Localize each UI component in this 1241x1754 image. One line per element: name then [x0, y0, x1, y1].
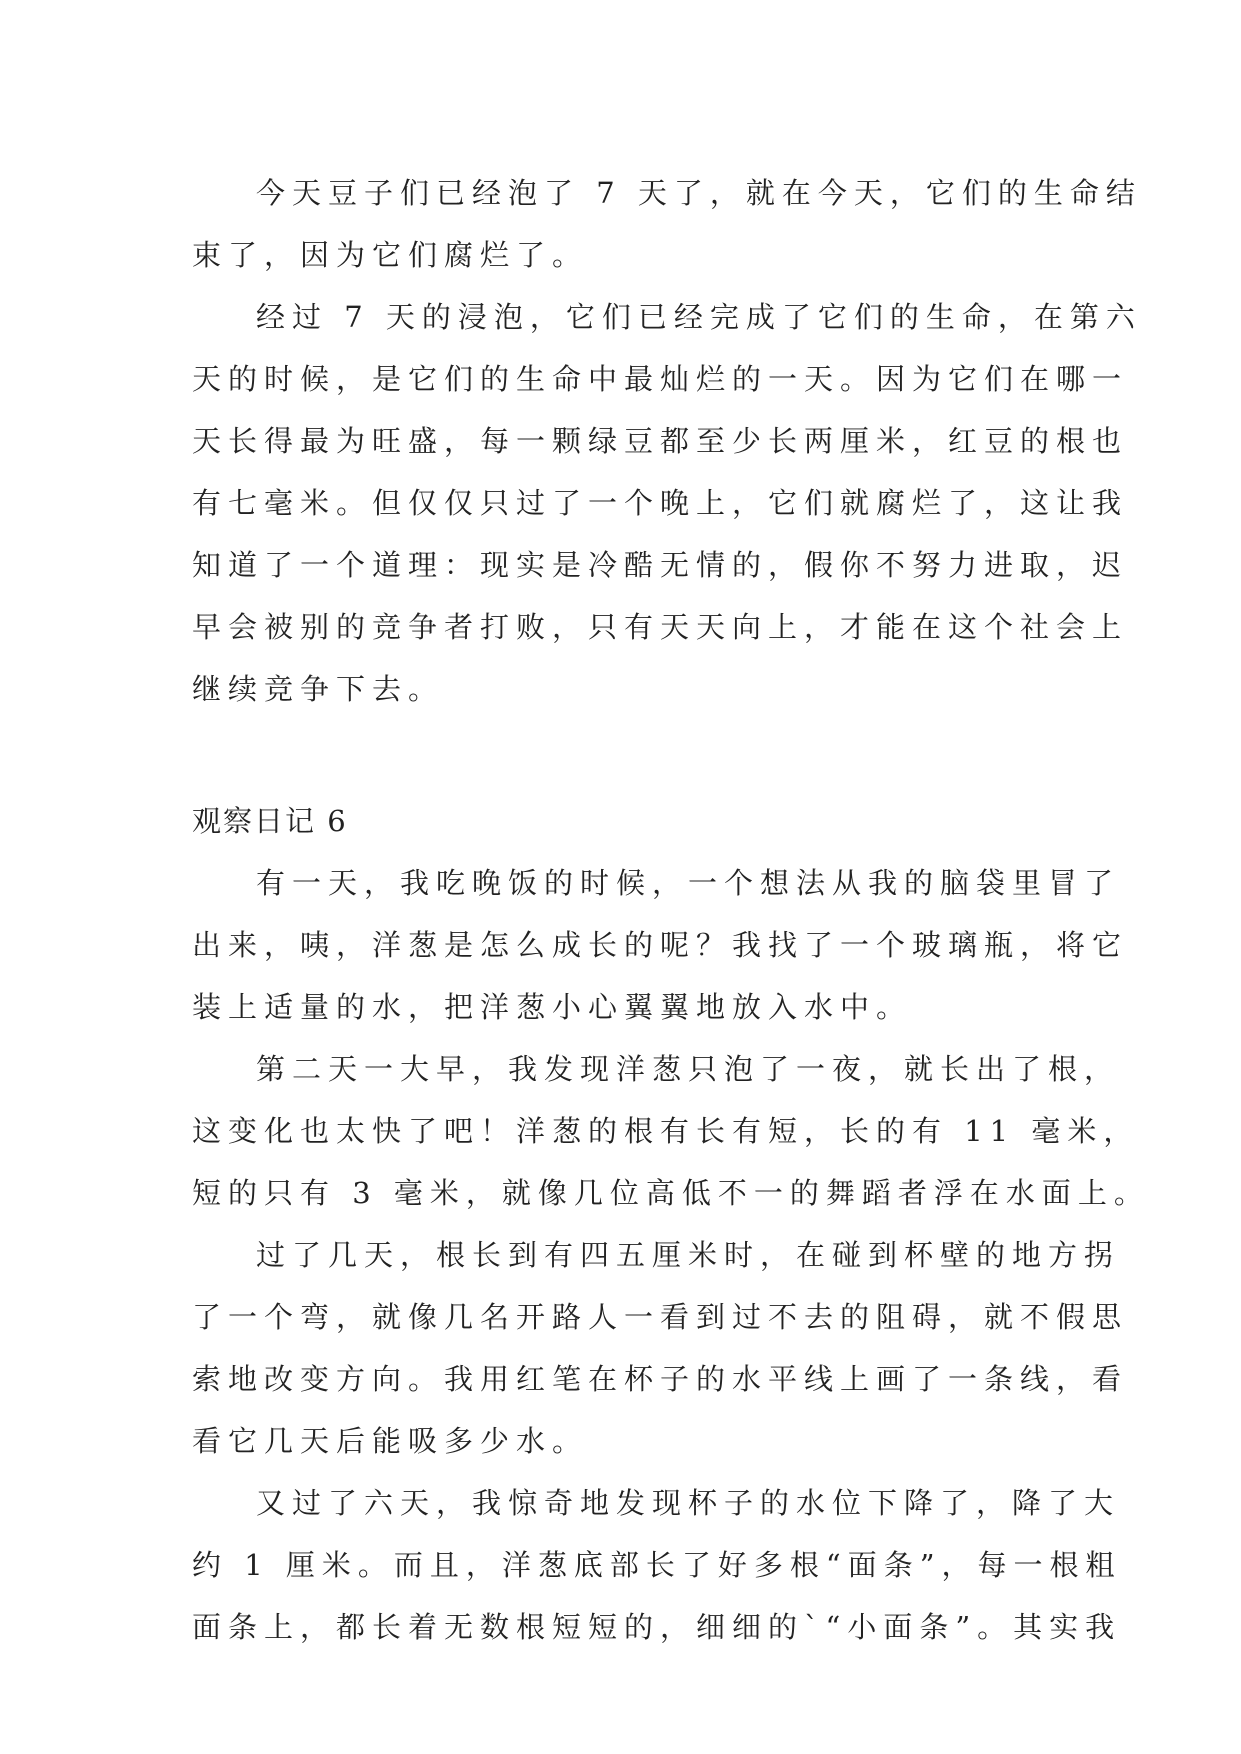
text-line: 出来，咦，洋葱是怎么成长的呢？我找了一个玻璃瓶，将它 [192, 928, 1129, 962]
document-body [192, 162, 1150, 1658]
text-line: 约 1 厘米。而且，洋葱底部长了好多根“面条”，每一根粗 [192, 1548, 1122, 1582]
text-line: 这变化也太快了吧！洋葱的根有长有短，长的有 11 毫米， [192, 1114, 1140, 1148]
text-line: 了一个弯，就像几名开路人一看到过不去的阻碍，就不假思 [192, 1300, 1129, 1334]
text-line: 继续竞争下去。 [192, 672, 445, 706]
text-line: 面条上，都长着无数根短短的，细细的`“小面条”。其实我 [192, 1610, 1122, 1644]
section-gap [192, 720, 1072, 790]
text-line: 又过了六天，我惊奇地发现杯子的水位下降了，降了大 [256, 1486, 1121, 1520]
text-line: 短的只有 3 毫米，就像几位高低不一的舞蹈者浮在水面上。 [192, 1176, 1150, 1210]
text-line: 过了几天，根长到有四五厘米时，在碰到杯壁的地方拐 [256, 1238, 1121, 1272]
text-line: 今天豆子们已经泡了 7 天了，就在今天，它们的生命结 [256, 176, 1142, 210]
text-line: 有七毫米。但仅仅只过了一个晚上，它们就腐烂了，这让我 [192, 486, 1129, 520]
paragraph-5 [192, 1224, 1129, 1472]
text-line: 装上适量的水，把洋葱小心翼翼地放入水中。 [192, 990, 913, 1024]
text-line: 有一天，我吃晚饭的时候，一个想法从我的脑袋里冒了 [256, 866, 1121, 900]
text-line: 天长得最为旺盛，每一颗绿豆都至少长两厘米，红豆的根也 [192, 424, 1129, 458]
text-line: 束了，因为它们腐烂了。 [192, 238, 589, 272]
paragraph-2 [192, 286, 1142, 720]
text-line: 早会被别的竞争者打败，只有天天向上，才能在这个社会上 [192, 610, 1129, 644]
paragraph-1 [192, 162, 1142, 286]
paragraph-3 [192, 852, 1129, 1038]
section-heading: 观察日记 6 [192, 804, 348, 838]
paragraph-6 [192, 1472, 1122, 1658]
text-line: 第二天一大早，我发现洋葱只泡了一夜，就长出了根， [256, 1052, 1121, 1086]
text-line: 知道了一个道理：现实是冷酷无情的，假你不努力进取，迟 [192, 548, 1129, 582]
text-line: 看它几天后能吸多少水。 [192, 1424, 589, 1458]
paragraph-4 [192, 1038, 1150, 1224]
text-line: 索地改变方向。我用红笔在杯子的水平线上画了一条线，看 [192, 1362, 1129, 1396]
text-line: 经过 7 天的浸泡，它们已经完成了它们的生命，在第六 [256, 300, 1142, 334]
text-line: 天的时候，是它们的生命中最灿烂的一天。因为它们在哪一 [192, 362, 1129, 396]
